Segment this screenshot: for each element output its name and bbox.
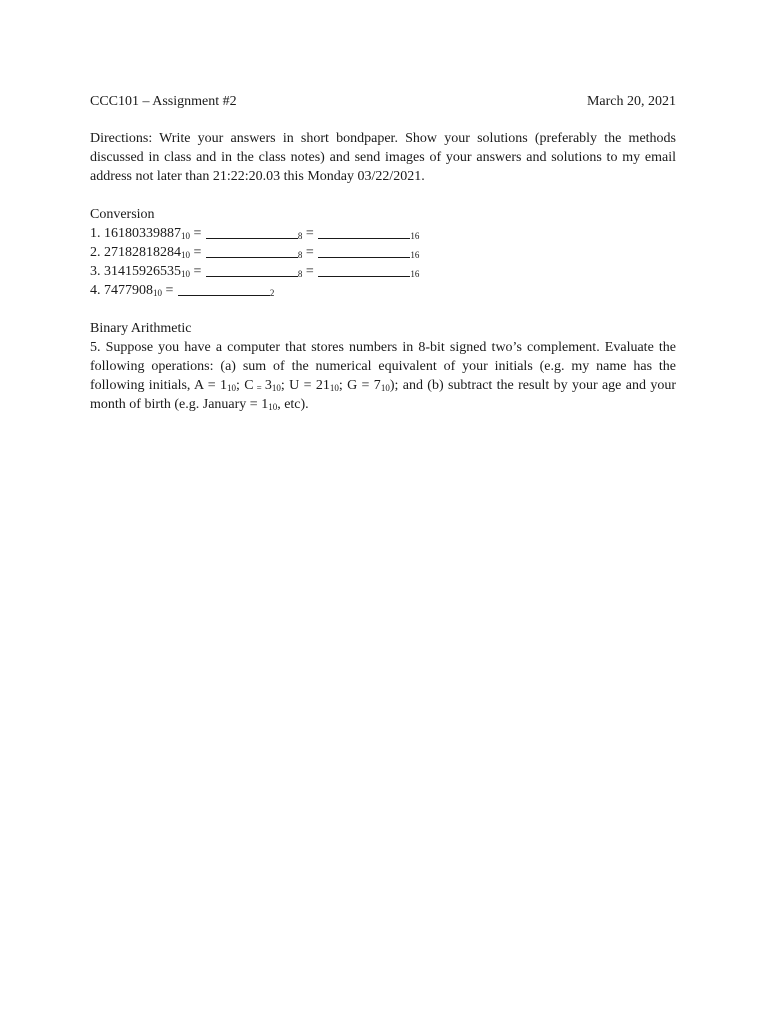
equals-sign: = (190, 264, 202, 279)
question-text: ; C (235, 378, 254, 393)
equals-sign: = (190, 226, 202, 241)
question-text: , etc). (277, 397, 309, 412)
answer-blank (206, 263, 298, 277)
binary-heading: Binary Arithmetic (90, 321, 192, 336)
answer-blank (206, 244, 298, 258)
base-subscript: 10 (153, 288, 162, 298)
base-subscript: 10 (380, 383, 390, 393)
header (90, 92, 676, 111)
base-subscript: 10 (271, 383, 281, 393)
equals-subscript: = (253, 383, 265, 393)
base-subscript: 16 (410, 269, 420, 279)
base-subscript: 8 (297, 250, 303, 260)
equals-sign: = (302, 245, 314, 260)
base-subscript: 16 (410, 250, 420, 260)
base-subscript: 10 (226, 383, 236, 393)
base-subscript: 8 (297, 231, 303, 241)
conversion-heading: Conversion (90, 207, 155, 222)
base-subscript: 10 (329, 383, 339, 393)
base-subscript: 10 (181, 250, 190, 260)
equals-sign: = (302, 264, 314, 279)
base-subscript: 2 (269, 288, 275, 298)
base-subscript: 10 (181, 269, 190, 279)
base-subscript: 16 (410, 231, 420, 241)
conversion-item-3 (90, 262, 676, 281)
answer-blank (318, 263, 410, 277)
document-page (90, 92, 676, 414)
binary-arithmetic-section (90, 319, 676, 414)
answer-blank (178, 282, 270, 296)
question-text: ; G = 7 (338, 378, 381, 393)
item-number: 3. 31415926535 (90, 264, 181, 279)
conversion-item-2 (90, 243, 676, 262)
answer-blank (318, 225, 410, 239)
equals-sign: = (162, 283, 174, 298)
conversion-section (90, 205, 676, 300)
answer-blank (318, 244, 410, 258)
answer-blank (206, 225, 298, 239)
assignment-title: CCC101 – Assignment #2 (90, 94, 237, 109)
base-subscript: 10 (268, 402, 278, 412)
equals-sign: = (302, 226, 314, 241)
assignment-date: March 20, 2021 (586, 94, 676, 109)
directions-paragraph: Directions: Write your answers in short bondpaper. Show your solutions (preferably the methods discussed in class and in the class notes) and send images of your answers and solutions to my email address not later than 21:22:20.03 this Monday 03/22/2021. (90, 131, 676, 184)
base-subscript: 8 (297, 269, 303, 279)
question-text: 5. Suppose you have a computer that stores numbers in 8-bit signed two’s complement. Evaluate the following operations: (a) sum of the numerical equivalent of your initials (e.g. my name has the following initials, A = 1 (90, 340, 676, 393)
question-5 (90, 338, 676, 414)
item-number: 1. 16180339887 (90, 226, 181, 241)
item-number: 4. 7477908 (90, 283, 153, 298)
item-number: 2. 27182818284 (90, 245, 181, 260)
conversion-item-4 (90, 281, 676, 300)
conversion-item-1 (90, 224, 676, 243)
question-text: ); and (b) subtract the result by your age and your month of birth (e.g. January = 1 (90, 378, 676, 412)
equals-sign: = (190, 245, 202, 260)
question-text: ; U = 21 (280, 378, 330, 393)
base-subscript: 10 (181, 231, 190, 241)
question-text: 3 (264, 378, 272, 393)
